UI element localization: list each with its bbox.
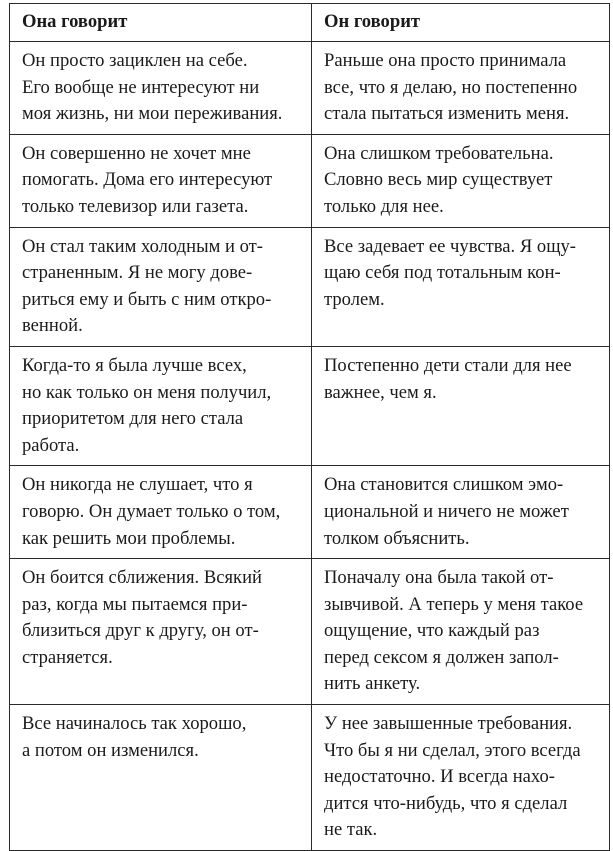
he-says-cell bbox=[312, 466, 610, 559]
he-says-text: У нее завышенные требования. Что бы я ни сделал, этого всегда недостаточно. И всегда нахо- дится что-нибудь, что я сделал не так. bbox=[324, 713, 581, 841]
table-row bbox=[10, 466, 610, 559]
he-says-cell bbox=[312, 705, 610, 851]
he-says-text: Она становится слишком эмо- циональной и ничего не может толком объяснить. bbox=[324, 474, 569, 549]
she-says-text: Он стал таким холодным и от- страненным. Я не могу дове- риться ему и быть с ним откро- венной. bbox=[22, 235, 272, 337]
table-body bbox=[10, 42, 610, 851]
he-says-text: Все задевает ее чувства. Я ощу- щаю себя под тотальным кон- тролем. bbox=[324, 235, 576, 310]
he-says-cell bbox=[312, 346, 610, 465]
she-says-text: Он просто зациклен на себе. Его вообще не интересуют ни моя жизнь, ни мои переживания. bbox=[22, 50, 283, 125]
comparison-table bbox=[9, 3, 610, 851]
he-says-cell bbox=[312, 42, 610, 135]
she-says-cell bbox=[10, 346, 312, 465]
he-says-text: Поначалу она была такой от- зывчивой. А теперь у меня такое ощущение, что каждый раз перед сексом я должен запол- нить анкету. bbox=[324, 567, 584, 695]
table-row bbox=[10, 705, 610, 851]
he-says-text: Раньше она просто принимала все, что я делаю, но постепенно стала пытаться изменить меня. bbox=[324, 50, 578, 125]
she-says-text: Когда-то я была лучше всех, но как только он меня получил, приоритетом для него стала работа. bbox=[22, 354, 272, 456]
she-says-cell bbox=[10, 42, 312, 135]
he-says-cell bbox=[312, 227, 610, 346]
she-says-text: Все начиналось так хорошо, а потом он изменился. bbox=[22, 713, 247, 761]
header-he-says: Он говорит bbox=[312, 4, 610, 42]
header-row bbox=[10, 4, 610, 42]
she-says-text: Он совершенно не хочет мне помогать. Дома его интересуют только телевизор или газета. bbox=[22, 142, 273, 217]
header-she-says: Она говорит bbox=[10, 4, 312, 42]
he-says-text: Она слишком требовательна. Словно весь мир существует только для нее. bbox=[324, 142, 554, 217]
she-says-cell bbox=[10, 134, 312, 227]
he-says-text: Постепенно дети стали для нее важнее, чем я. bbox=[324, 354, 572, 403]
table-row bbox=[10, 559, 610, 705]
she-says-cell bbox=[10, 466, 312, 559]
he-says-cell bbox=[312, 559, 610, 705]
she-says-text: Он никогда не слушает, что я говорю. Он думает только о том, как решить мои проблемы. bbox=[22, 474, 281, 549]
he-says-cell bbox=[312, 134, 610, 227]
table-header bbox=[10, 4, 610, 42]
table-row bbox=[10, 227, 610, 346]
she-says-text: Он боится сближения. Всякий раз, когда мы пытаемся при- близиться друг к другу, он от- страняется. bbox=[22, 567, 262, 668]
table-row bbox=[10, 134, 610, 227]
table-row bbox=[10, 42, 610, 135]
she-says-cell bbox=[10, 559, 312, 705]
table-row bbox=[10, 346, 610, 465]
she-says-cell bbox=[10, 705, 312, 851]
she-says-cell bbox=[10, 227, 312, 346]
